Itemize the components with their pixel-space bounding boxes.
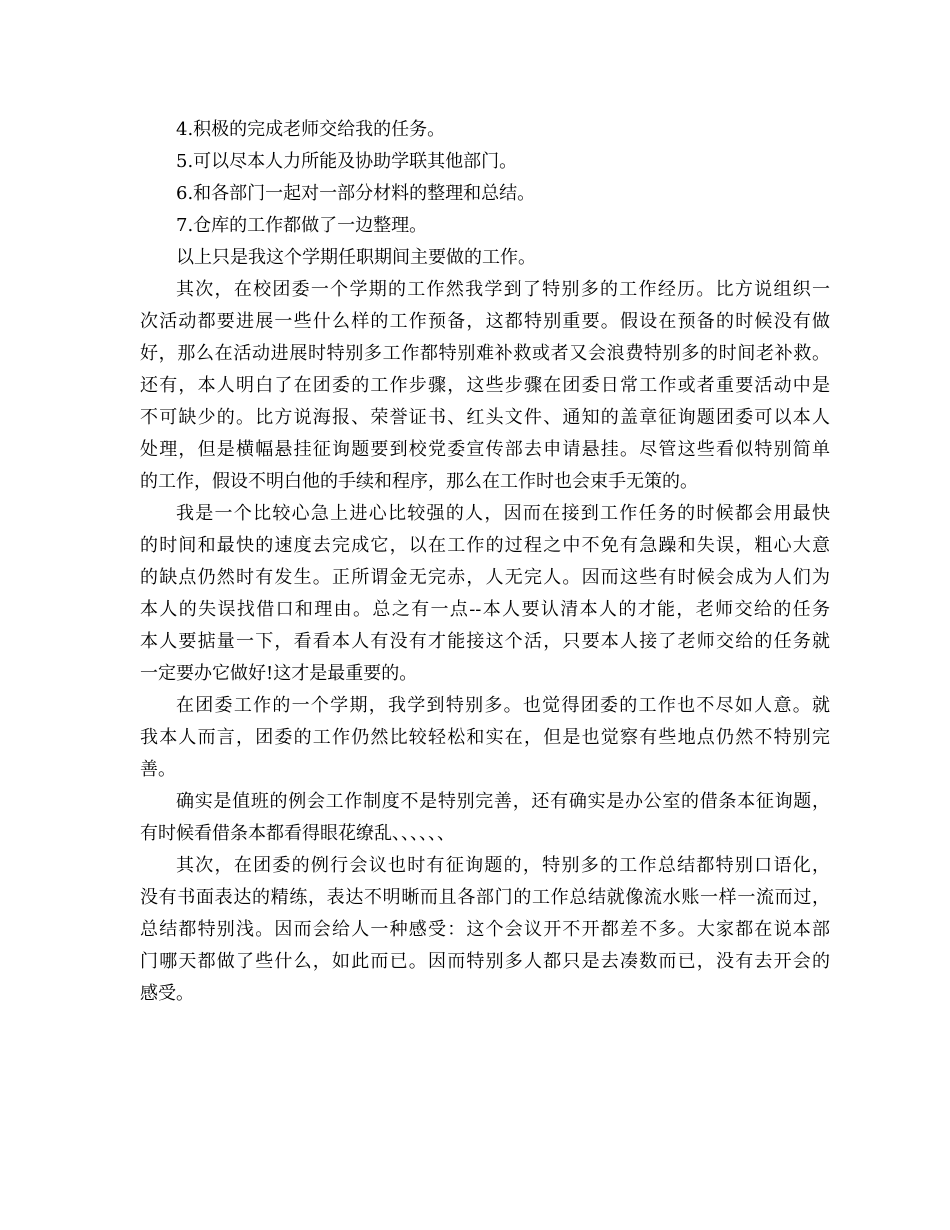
list-item: 7.仓库的工作都做了一边整理。 [176, 215, 428, 236]
paragraph [140, 850, 830, 1010]
paragraph-line: 的缺点仍然时有发生。正所谓金无完赤，人无完人。因而这些有时候会成为人们为 [140, 567, 830, 588]
paragraph-line: 其次，在团委的例行会议也时有征询题的，特别多的工作总结都特别口语化， [176, 855, 830, 876]
paragraph-line: 不可缺少的。比方说海报、荣誉证书、红头文件、通知的盖章征询题团委可以本人 [140, 407, 830, 428]
paragraph-line: 其次，在校团委一个学期的工作然我学到了特别多的工作经历。比方说组织一 [176, 279, 830, 300]
paragraph-line: 的时间和最快的速度去完成它，以在工作的过程之中不免有急躁和失误，粗心大意 [140, 535, 830, 556]
document-page [140, 114, 830, 1010]
paragraph-line: 确实是值班的例会工作制度不是特别完善，还有确实是办公室的借条本征询题， [176, 791, 830, 812]
paragraph-line: 的工作，假设不明白他的手续和程序，那么在工作时也会束手无策的。 [140, 471, 698, 492]
paragraph-line: 处理，但是横幅悬挂征询题要到校党委宣传部去申请悬挂。尽管这些看似特别简单 [140, 439, 830, 460]
paragraph-line: 门哪天都做了些什么，如此而已。因而特别多人都只是去凑数而已，没有去开会的 [140, 951, 830, 972]
paragraph-line: 还有，本人明白了在团委的工作步骤，这些步骤在团委日常工作或者重要活动中是 [140, 375, 830, 396]
paragraph [140, 786, 830, 850]
paragraph-line: 一定要办它做好!这才是最重要的。 [140, 663, 418, 684]
paragraph [140, 498, 830, 690]
paragraph-line: 善。 [140, 759, 176, 780]
list-item: 4.积极的完成老师交给我的任务。 [176, 119, 446, 140]
paragraph-line: 我本人而言，团委的工作仍然比较轻松和实在，但是也觉察有些地点仍然不特别完 [140, 727, 830, 748]
paragraph-line: 有时候看借条本都看得眼花缭乱、、、、、、 [140, 823, 455, 844]
list-item: 5.可以尽本人力所能及协助学联其他部门。 [176, 151, 518, 172]
paragraph-line: 本人要掂量一下，看看本人有没有才能接这个活，只要本人接了老师交给的任务就 [140, 631, 830, 652]
summary-line: 以上只是我这个学期任职期间主要做的工作。 [176, 247, 536, 268]
paragraph-line: 我是一个比较心急上进心比较强的人，因而在接到工作任务的时候都会用最快 [176, 503, 830, 524]
paragraph-line: 在团委工作的一个学期，我学到特别多。也觉得团委的工作也不尽如人意。就 [176, 695, 830, 716]
list-item: 6.和各部门一起对一部分材料的整理和总结。 [176, 183, 536, 204]
paragraph [140, 690, 830, 786]
paragraph-line: 好，那么在活动进展时特别多工作都特别难补救或者又会浪费特别多的时间老补救。 [140, 343, 830, 364]
paragraph-line: 感受。 [140, 983, 194, 1004]
paragraph-line: 次活动都要进展一些什么样的工作预备，这都特别重要。假设在预备的时候没有做 [140, 311, 830, 332]
paragraph-line: 总结都特别浅。因而会给人一种感受：这个会议开不开都差不多。大家都在说本部 [140, 919, 830, 940]
paragraph-line: 本人的失误找借口和理由。总之有一点--本人要认清本人的才能，老师交给的任务 [140, 599, 830, 620]
paragraph [140, 274, 830, 498]
paragraph-line: 没有书面表达的精练，表达不明晰而且各部门的工作总结就像流水账一样一流而过， [140, 887, 830, 908]
